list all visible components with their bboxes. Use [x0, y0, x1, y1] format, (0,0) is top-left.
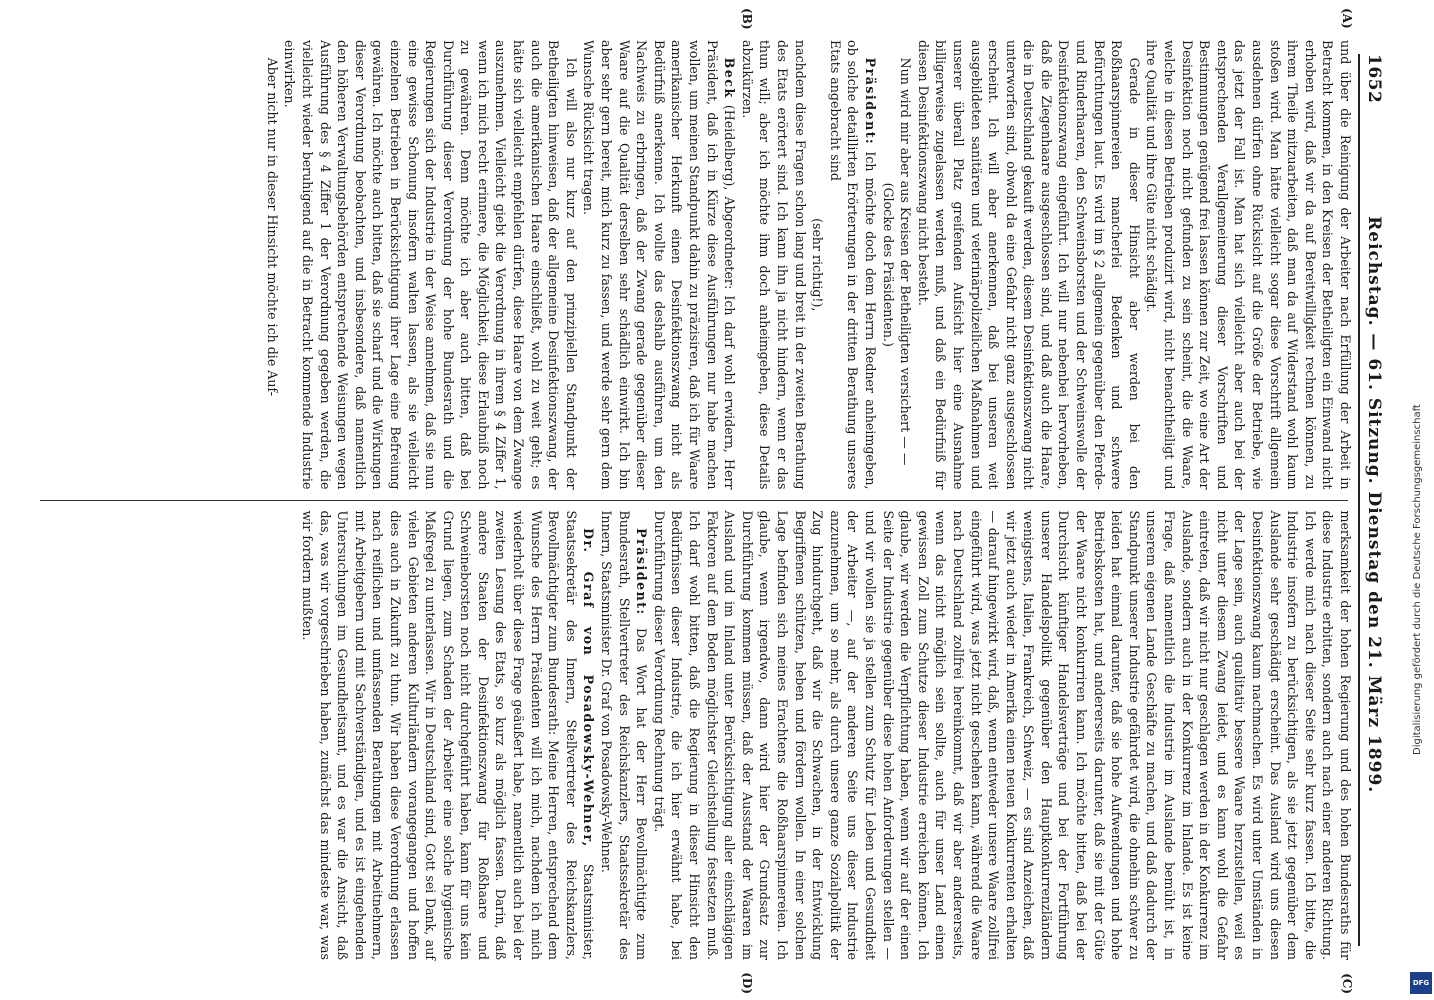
left-column	[34, 30, 1354, 500]
paragraph-text: Aber nicht nur in dieser Hinsicht möchte ich die Auf-	[264, 57, 280, 396]
paragraph-text: Ich möchte doch dem Herrn Redner anheimgeben, ob solche detaillirten Erörterungen in der dritten Berathung unseres Etats angebracht sind	[827, 40, 878, 490]
paragraph-text: und über die Reinigung der Arbeiter nach Erfüllung der Arbeit in Betracht kommen, in den Kreisen der Betheiligten ein Einwand nicht erhoben wird, daß wir da auf Bereitwilligkeit rechnen können, zu ihrem Theile mitzuarbeiten, daß man da auf Widerstand wohl kaum stoßen wird. Man hätte vielleicht sogar diese Vorschrift allgemein ausdehnen dürfen ohne Rücksicht auf die Größe der Betriebe, wie das jetzt der Fall ist. Man hat sich vielleicht aber auch bei der entsprechenden Verallgemeinerung dieser Vorschriften und Bestimmungen genügend frei lassen können zur Zeit, wo eine Art der Desinfektion noch nicht gefunden zu sein scheint, die die Waare, welche in diesen Betrieben produzirt wird, nicht benachtheiligt und ihre Qualität und ihre Güte nicht schädigt.	[1144, 40, 1353, 490]
dfg-logo: DFG	[1410, 972, 1432, 994]
margin-marker-c: (C)	[1340, 973, 1354, 994]
paragraph	[809, 40, 827, 490]
text-columns	[34, 8, 1354, 994]
paragraph-text: Ich will also nur kurz auf den prinzipiellen Standpunkt der Betheiligten hinweisen, daß der allgemeine Desinfektionszwang, der auch die amerikanischen Haare einschließt, wohl zu weit geht; es hätte sich vielleicht empfehlen dürfen, diese Haare von dem Zwange auszunehmen. Vielleicht giebt die Verordnung in ihrem § 4 Ziffer 1, wenn ich mich recht erinnere, die Möglichkeit, diese Erlaubniß noch zu gewähren. Denn möchte ich aber auch bitten, daß bei Durchführung dieser Verordnung der hohe Bundesrath und die Regierungen sich der Industrie in der Weise annehmen, daß sie nun eine gewisse Schonung insofern walten lassen, als sie vielleicht einzelnen Betrieben in Berücksichtigung ihrer Lage eine Befreiung gewähren. Ich möchte auch bitten, daß sie scharf und die Wirkungen dieser Verordnung beobachten, und insbesondere, daß namentlich den höheren Verwaltungsbehörden entsprechende Weisungen wegen Ausführung des § 4 Ziffer 1 der Verordnung gegeben werden, die vielleicht wieder beruhigend auf die in Betracht kommende Industrie einwirken.	[282, 40, 579, 490]
paragraph	[281, 40, 580, 490]
paragraph	[580, 40, 738, 490]
speaker-name: Beck	[722, 57, 738, 99]
digitization-credit: Digitalisierung gefördert durch die Deutsche Forschungsgemeinschaft	[1412, 404, 1423, 756]
paragraph-text: Nun wird mir aber aus Kreisen der Betheiligten versichert — —	[898, 57, 914, 466]
speaker-name: Präsident:	[862, 57, 878, 146]
speaker-name: Präsident:	[634, 528, 650, 616]
paragraph	[1143, 40, 1354, 490]
paragraph-text: merksamkeit der hohen Regierung und des hohen Bundesraths für diese Industrie erbitten, sondern auch nach einer anderen Richtung. Ich werde mich nach dieser Seite sehr kurz fassen. Ich bitte, die Industrie insofern zu berücksichtigen, als sie jetzt gegenüber dem Auslande sehr geschädigt erscheint. Das Ausland wird uns diesen Desinfektionszwang kaum nachmachen. Es wird unter Umständen in der Lage sein, auch qualitativ bessere Waare herzustellen, weil es nicht unter diesem Zwang leidet, und es kann wohl die Gefahr eintreten, daß wir nicht nur geschlagen werden in der Konkurrenz im Auslande, sondern auch in der Konkurrenz im Inlande. Es ist keine Frage, daß namentlich die Industrie im Auslande bemüht ist, in unserem eigenen Lande Geschäfte zu machen, und daß dadurch der Standpunkt unserer Industrie gefährdet wird, die ohnehin schwer zu leiden hat einmal darunter, daß sie hohe Aufwendungen und hohe Betriebskosten hat, und andererseits darunter, daß sie mit der Güte der Waare nicht konkurriren kann. Ich möchte bitten, daß bei der Durchsicht künftiger Handelsverträge und bei der Fortführung unserer Handelspolitik gegenüber den Hauptkonkurrenzländern wenigstens, Italien, Frankreich, Schweiz, — es sind Anzeichen, daß wir jetzt auch wieder in Amerika einen neuen Konkurrenten erhalten — darauf hingewirkt wird, daß, wenn entweder unsere Waare zollfrei eingeführt wird, was jetzt nicht geschehen kann, während die Waare nach Deutschland zollfrei hereinkommt, daß wir aber andererseits, wenn das nicht möglich sein sollte, auch für unser Land einen gewissen Zoll zum Schutze dieser Industrie erreichen können. Ich glaube, wir werden die Verpflichtung haben, wenn wir auf der einen Seite der Industrie gegenüber diese hohen Anforderungen stellen — und wir wollen sie ja stellen zum Schutz für Leben und Gesundheit der Arbeiter —, auf der anderen Seite uns dieser Industrie anzunehmen, um so mehr, als durch unsere ganze Sozialpolitik der Zug hindurchgeht, daß wir die Schwachen, in der Entwicklung Begriffenen schützen, heben und fördern wollen. In einer solchen Lage befinden sich meines Erachtens die Roßhaarspinnereien. Ich glaube, wenn irgendwo, dann wird hier der Grundsatz zur Durchführung kommen müssen, daß der Ausstand der Waaren im Ausland und im Inland unter Berücksichtigung aller einschlägigen Faktoren auf dem Boden möglichster Gleichstellung festsetzen muß. Ich darf wohl bitten, daß die Regierung in dieser Hinsicht den Bedürfnissen dieser Industrie, die ich hier erwähnt habe, bei Durchführung dieser Verordnung Rechnung trägt.	[651, 510, 1353, 960]
paragraph-text: (Heidelberg), Abgeordneter: Ich darf wohl erwidern, Herr Präsident, daß ich in Kürze diese Ausführungen nur habe machen wollen, um meinen Standpunkt dahin zu präzisiren, daß ich für Waare amerikanischer Herkunft einen Desinfektionszwang nicht als Bedürfniß anerkenne. Ich wollte das deshalb ausführen, um den Nachweis zu erbringen, daß der Zwang gerade gegenüber dieser Waare auf die Qualität derselben sehr schädlich einwirkt. Ich bin aber sehr gern bereit, mich kurz zu fassen, und werde sehr gern dem Wunsche Rücksicht tragen.	[581, 40, 738, 490]
paragraph	[263, 40, 281, 490]
header-rule	[1358, 54, 1360, 946]
right-column	[34, 501, 1354, 971]
paragraph-text: Gerade in dieser Hinsicht aber werden bei den Roßhaarspinnereien mancherlei Bedenken und schwere Befürchtungen laut. Es wird im § 2 allgemein gegenüber den Pferde- und Rinderhaaren, den Schweinsborsten und der Schweinswolle der Desinfektionszwang eingeführt. Ich will nur nebenbei hervorheben, daß die Ziegenhaare ausgeschlossen sind, und daß auch die Haare, die in Deutschland gekauft werden, diesem Desinfektionszwang nicht unterworfen sind, obwohl da eine Gefahr nicht ganz ausgeschlossen erscheint. Ich will aber anerkennen, daß bei unseren weit ausgebildeten sanitären und veterinärpolizeilichen Maßnahmen und unserer überall Platz greifenden Aufsicht hier eine Ausnahme billigerweise zugelassen werden muß, und daß ein Bedürfniß für diesen Desinfektionszwang nicht besteht.	[915, 40, 1142, 490]
paragraph-text: Staatsminister, Staatssekretär des Innern, Stellvertreter des Reichskanzlers, Bevollmächtigter zum Bundesrath: Meine Herren, entsprechend dem Wunsche des Herrn Präsidenten will ich mich, nachdem ich mich wiederholt über diese Frage geäußert habe, namentlich auch bei der zweiten Lesung des Etats, so kurz als möglich fassen. Darin, daß andere Staaten der Desinfektionszwang für Roßhaare und Schweineborsten noch nicht durchgeführt haben, kann für uns kein Grund liegen, zum Schaden der Arbeiter eine solche hygienische Maßregel zu unterlassen. Wir in Deutschland sind, Gott sei Dank, auf vielen Gebieten anderen Kulturländern vorangegangen und hoffen dies auch in Zukunft zu thun. Wir haben diese Verordnung erlassen nach reiflichen und umfassenden Berathungen mit Arbeitnehmern, mit Arbeitgebern und mit Sachverständigen, und es ist eingehenden Untersuchungen im Gesundheitsamt, und es war die Ansicht, daß das, was wir vorgeschrieben haben, zunächst das mindeste war, was wir fordern mußten.	[299, 510, 597, 960]
paragraph-text: Das Wort hat der Herr Bevollmächtigte zum Bundesrath, Stellvertreter des Reichskanzlers, Staatssekretär des Innern, Staatsminister Dr. Graf von Posadowsky-Wehner.	[599, 510, 650, 960]
paragraph	[738, 40, 808, 490]
page-header	[1360, 30, 1384, 970]
paragraph-text: nachdem diese Fragen schon lang und breit in der zweiten Berathung des Etats erörtert sind. Ich kann ihn ja nicht hindern, wenn er das thun will; aber ich möchte ihm doch anheimgeben, diese Details abzukürzen.	[739, 40, 808, 490]
speaker-name: Dr. Graf von Posadowsky-Wehner,	[581, 528, 597, 848]
margin-marker-a: (A)	[1340, 8, 1354, 29]
paragraph	[597, 511, 650, 961]
paragraph	[914, 40, 1143, 490]
margin-marker-b: (B)	[740, 8, 754, 30]
paragraph	[650, 511, 1354, 961]
paragraph	[879, 40, 897, 490]
paragraph	[897, 40, 915, 490]
paragraph	[298, 511, 597, 961]
paragraph	[826, 40, 879, 490]
margin-marker-d: (D)	[740, 972, 754, 994]
paragraph-text: (sehr richtig!),	[810, 218, 826, 312]
page-title: Reichstag. — 61. Sitzung. Dienstag den 21. März 1899.	[1364, 216, 1384, 794]
paragraph-text: (Glocke des Präsidenten.)	[880, 182, 896, 347]
page-number: 1652	[1364, 54, 1384, 104]
